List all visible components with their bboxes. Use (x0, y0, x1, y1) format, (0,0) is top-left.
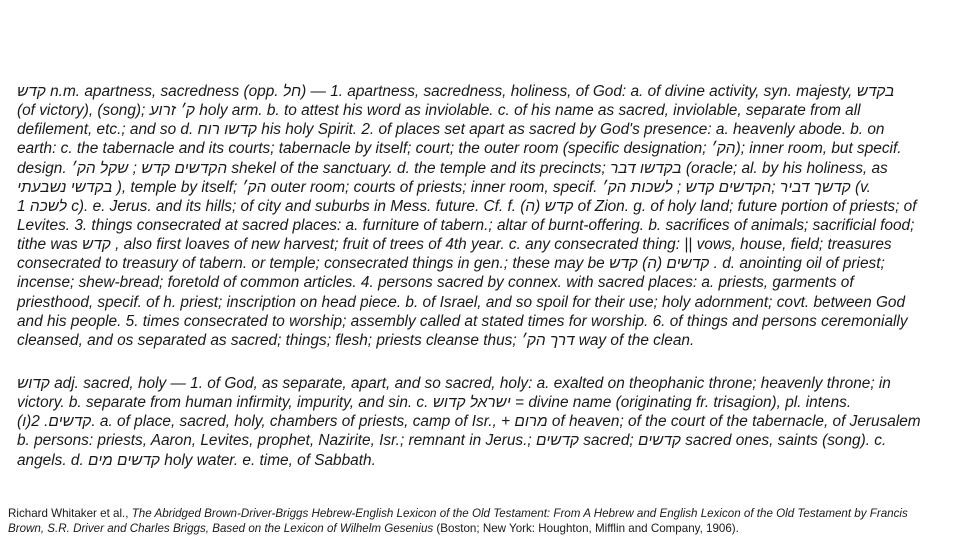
entry2-line: קדוש adj. sacred, holy — 1. of God, as separate, apart, and so sacred, holy: a. exalted on theophanic throne; heavenly throne; in (17, 375, 891, 392)
entry1-line: לשכה 1 c). e. Jerus. and its hills; of city and suburbs in Mess. future. Cf. f. קדש (ה) of Zion. g. of holy land; future portion of priests; of (17, 197, 917, 215)
entry1-line: tithe was קדש , also first loaves of new harvest; fruit of trees of 4th year. c. any consecrated thing: || vows, house, field; treasures (17, 236, 892, 254)
entry2-line: angels. d. קדשים מים holy water. e. time, of Sabbath. (17, 451, 376, 469)
entry1-line: בקדשי נשבעתי ), temple by itself; הק׳ outer room; courts of priests; inner room, specif. קדשך דביר ;הקדשים קדש ; לשכות הק׳ (v. (17, 178, 871, 196)
citation-publication: (Boston; New York: Houghton, Mifflin and Company, 1906). (433, 522, 739, 535)
entry1-line: design. הקדשים קדש ; שקל הק׳ shekel of the sanctuary. d. the temple and its precincts; בקדשו דבר (oracle; al. by his holiness, as (17, 159, 888, 177)
entry1-line: Levites. 3. things consecrated at sacred places: a. furniture of tabern.; altar of burnt-offering. b. sacrifices of animals; sacrificial food; (17, 216, 915, 234)
entry1-line: cleansed, and os separated as sacred; things; flesh; priests cleanse thus; דרך הק׳ way of the clean. (17, 331, 695, 349)
citation (8, 506, 953, 536)
citation-title-line-2: Brown, S.R. Driver and Charles Briggs, Based on the Lexicon of Wilhelm Gesenius (8, 522, 434, 535)
entry1-line: (of victory), (song); ק׳ זרוע holy arm. b. to attest his word as inviolable. c. of his name as sacred, inviolable, separate from all (17, 102, 861, 120)
entry2-line: b. persons: priests, Aaron, Levites, prophet, Nazirite, Isr.; remnant in Jerus.; קדשים sacred; קדשים sacred ones, saints (song). c. (17, 432, 887, 450)
entry1-line: consecrated to treasury of tabern. or temple; consecrated things in gen.; these may be קדשים (ה) קדש . d. anointing oil of priest; (17, 255, 885, 273)
entry1-line: defilement, etc.; and so d. קדשו רוח his holy Spirit. 2. of places set apart as sacred by God's presence: a. heavenly abode. b. on (17, 121, 885, 139)
lexicon-entry-qodesh (17, 82, 960, 350)
entry1-line: קדש n.m. apartness, sacredness (opp. חל) — 1. apartness, sacredness, holiness, of God: a. of divine activity, syn. majesty, בקדש (17, 83, 895, 100)
entry1-line: incense; shew-bread; foretold of common articles. 4. persons sacred by connex. with sacred places: a. priests, garments of (17, 274, 854, 292)
entry1-line: earth: c. the tabernacle and its courts; tabernacle by itself; court; the outer room (specific designation; הק׳); inner room, but specif. (17, 140, 902, 158)
entry2-line: (ו)קדשים. 2. a. of place, sacred, holy, chambers of priests, camp of Isr., + מרום of heaven; of the court of the tabernacle, of Jerusalem (17, 413, 921, 431)
citation-author: Richard Whitaker et al., (8, 507, 132, 520)
lexicon-entry-qadosh (17, 374, 960, 470)
entry1-line: and his people. 5. times consecrated to worship; assembly called at stated times for worship. 6. of things and persons ceremonially (17, 312, 908, 330)
entry2-line: victory. b. separate from human infirmity, impurity, and sin. c. ישראל קדוש = divine name (originating fr. trisagion), pl. intens. (17, 394, 852, 412)
entry1-line: priesthood, specif. of h. priest; inscription on head piece. b. of Israel, and so spoil for their use; holy adornment; covt. between God (17, 293, 906, 311)
citation-title-line-1: The Abridged Brown-Driver-Briggs Hebrew-English Lexicon of the Old Testament: From A Hebrew and English Lexicon of the Old Testament by Francis (131, 507, 908, 520)
